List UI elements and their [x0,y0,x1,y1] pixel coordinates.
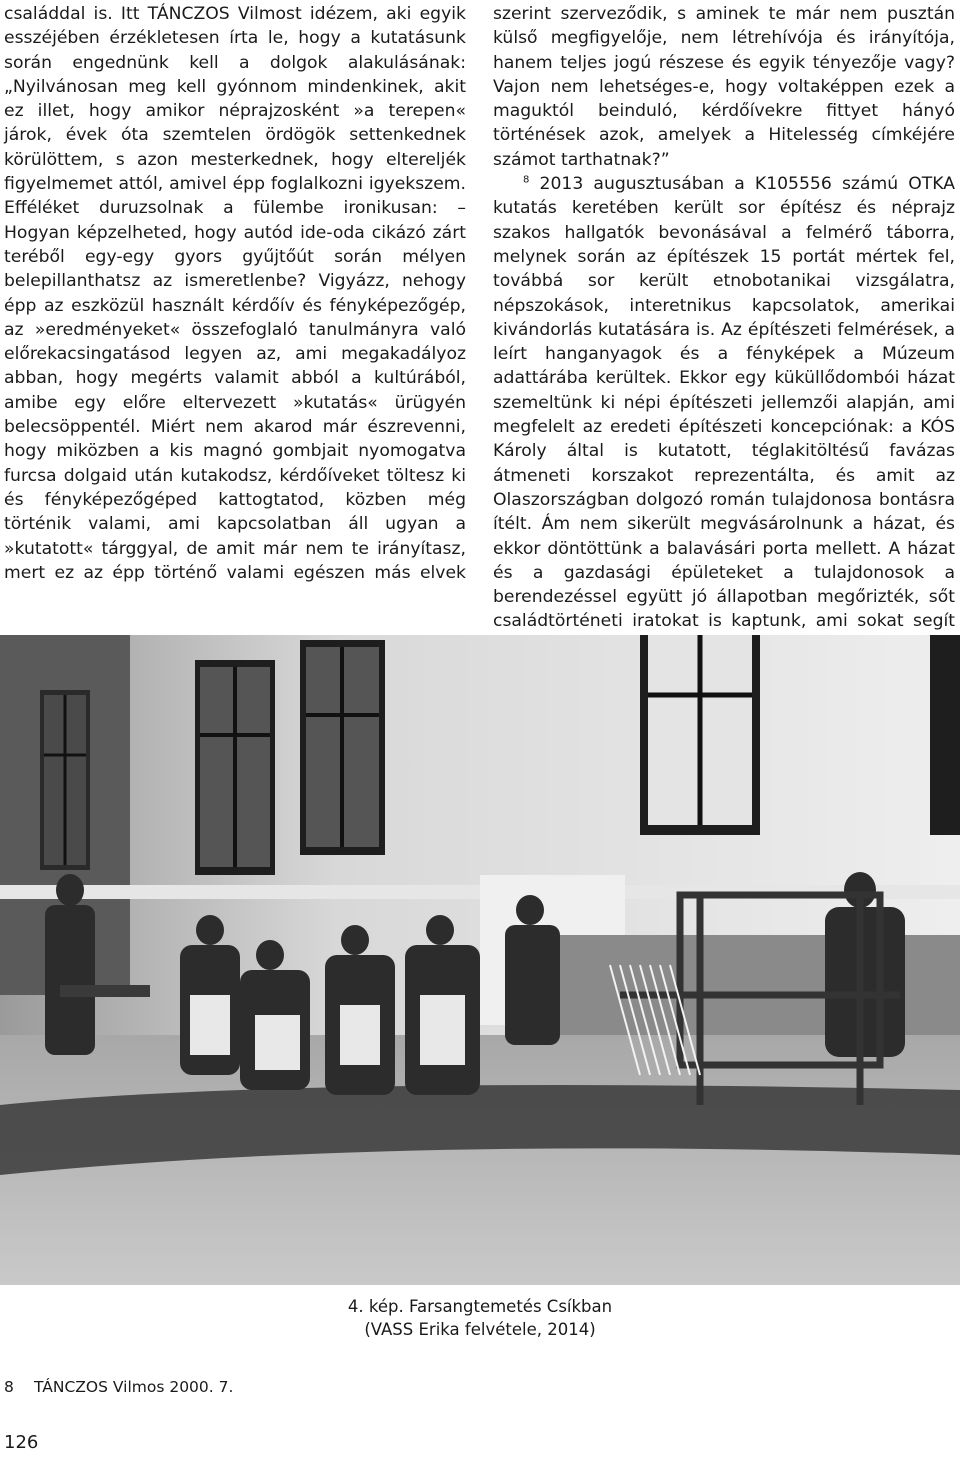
window-5 [930,635,960,835]
window-1 [40,690,90,870]
body-paragraph-left: családdal is. Itt TÁNCZOS Vilmost idézem, aki egyik esszéjében érzékletesen írta le, hogy a kutatásunk során engednünk kell a dolgok alakulásának: „Nyilvánosan meg kell gyónnom mindenkinek, akit ez illet, hogy amikor néprajzosként »a terepen« járok, évek óta szemtelen ördögök settenkednek körülöttem, s azon mesterkednek, hogy eltereljék figyelmemet attól, amivel épp foglalkozni igyekszem. Efféléket duruzsolnak a fülembe ironikusan: – Hogyan képzelheted, hogy autód ide-oda cikázó zárt teréből egy-egy gyors gyűjtőút során mélyen belepillanthatsz az ismeretlenbe? Vigyázz, nehogy épp az eszközül használt kérdőív és fényképezőgép, az »eredményeket« összefoglaló tanulmányra való előrekacsingatásod legyen az, ami megakadályoz abban, hogy megérts valamit abból a kultúrából, amibe egy előre eltervezett »kutatás« ürügyén belecsöppentél. Miért nem akarod már észrevenni, hogy miközben a kis magnó gombjait nyomogatva furcsa dolgaid után kutakodsz, kérdőíveket töltesz ki és fényképezőgéped kattogtatod, közben még történik valami, ami kapcsolatban áll ugyan a »kutatott« tárggyal, de amit már nem te irányítasz, mert ez az épp történő valami egészen más elvek [4,4,466,583]
body-paragraph-left-continued: szerint szerveződik, s aminek te már nem pusztán külső megfigyelője, nem létrehívója és irányítója, hanem teljes jogú részese és egyik tényezője vagy? Vajon nem lehetséges-e, hogy voltaképpen ezek a maguktól beinduló, kérdőívekre fittyet hányó történések azok, amelyek a Hitelesség címkéjére számot tarthatnak?” [493,4,955,170]
photo-illustration [0,635,960,1285]
footnote-text: TÁNCZOS Vilmos 2000. 7. [34,1378,234,1396]
window-2 [195,660,275,875]
text-column-left [4,2,466,585]
footnote [4,1376,233,1398]
footnote-reference[interactable]: 8 [523,174,530,186]
photo-caption [280,1295,680,1341]
caption-title: 4. kép. Farsangtemetés Csíkban [347,1297,613,1316]
photo-carnival-burial [0,635,960,1285]
body-paragraph-right-text: 2013 augusztusában a K105556 számú OTKA kutatás keretében került sor építész és néprajz szakos hallgatók bevonásával a felmérő táborra, melynek során az építészek 15 portát mértek fel, továbbá sor került etnobotanikai vizsgálatra, népszokások, interetnikus kapcsolatok, amerikai kivándorlás kutatására is. Az építészeti felmérések, a leírt hanganyagok és a fényképek a Múzeum adattárába kerültek. Ekkor egy küküllődombói házat szemeltünk ki népi építészeti jellemzői alapján, ami megfelelt az eredeti építészeti koncepciónak: a KÓS Károly által is kutatott, téglakitöltésű favázas átmeneti korszakot reprezentálta, és amit az Olaszországban dolgozó román tulajdonosa bontásra ítélt. Ám nem sikerült megvásárolnunk a házat, és ekkor döntöttünk a balavásári porta mellett. A házat és a gazdasági épületeket a tulajdonosok a berendezéssel együtt jó állapotban megőrizték, sőt családtörténeti iratokat is kaptunk, ami sokat segít [493,174,955,632]
window-3 [300,640,385,855]
window-4 [640,635,760,835]
footnote-number: 8 [4,1378,14,1396]
page-number: 126 [4,1432,39,1453]
caption-credit: (VASS Erika felvétele, 2014) [364,1320,596,1339]
bench [60,985,150,997]
